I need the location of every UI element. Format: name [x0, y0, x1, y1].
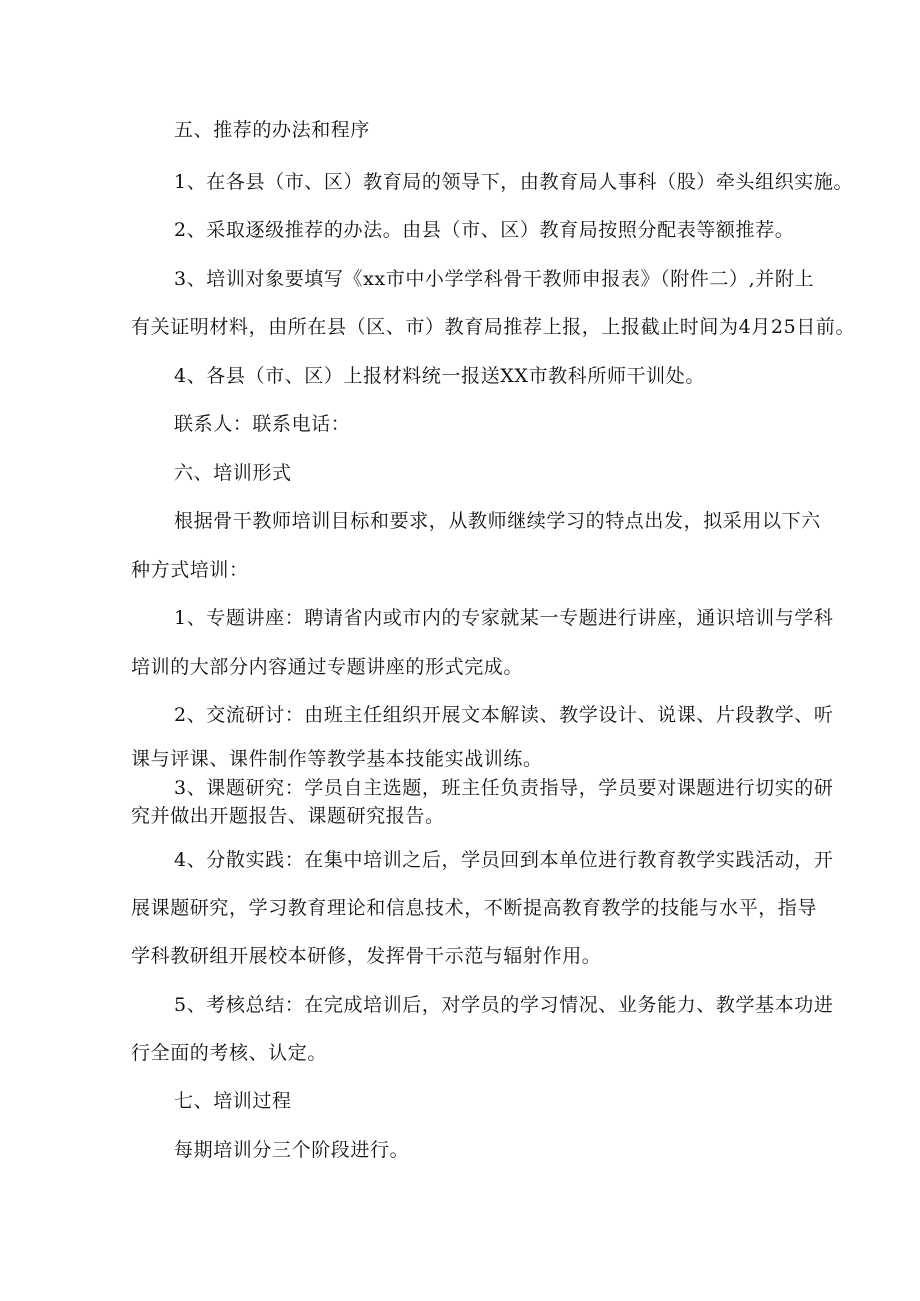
paragraph-6-intro-line2: 种方式培训：	[131, 559, 249, 581]
paragraph-6-4-line2: 展课题研究，学习教育理论和信息技术，不断提高教育教学的技能与水平，指导	[131, 897, 818, 919]
paragraph-6-4-line1: 4、分散实践：在集中培训之后，学员回到本单位进行教育教学实践活动，开	[174, 849, 834, 871]
contact-line: 联系人：联系电话：	[174, 413, 351, 435]
paragraph-7-intro: 每期培训分三个阶段进行。	[174, 1139, 410, 1161]
paragraph-5-3-line1: 3、培训对象要填写《xx市中小学学科骨干教师申报表》（附件二）,并附上	[174, 268, 815, 290]
heading-section-6: 六、培训形式	[174, 462, 292, 484]
paragraph-5-1: 1、在各县（市、区）教育局的领导下，由教育局人事科（股）牵头组织实施。	[174, 171, 854, 193]
paragraph-6-1-line2: 培训的大部分内容通过专题讲座的形式完成。	[131, 656, 524, 678]
paragraph-6-5-line2: 行全面的考核、认定。	[131, 1042, 328, 1064]
paragraph-5-3-line2: 有关证明材料，由所在县（区、市）教育局推荐上报，上报截止时间为4月25日前。	[131, 316, 856, 338]
paragraph-6-2-line2: 课与评课、课件制作等教学基本技能实战训练。	[131, 748, 543, 770]
paragraph-5-2: 2、采取逐级推荐的办法。由县（市、区）教育局按照分配表等额推荐。	[174, 219, 795, 241]
paragraph-6-5-line1: 5、考核总结：在完成培训后，对学员的学习情况、业务能力、教学基本功进	[174, 994, 834, 1016]
paragraph-6-2-line1: 2、交流研讨：由班主任组织开展文本解读、教学设计、说课、片段教学、听	[174, 704, 834, 726]
paragraph-5-4: 4、各县（市、区）上报材料统一报送XX市教科所师干训处。	[174, 365, 705, 387]
heading-section-5: 五、推荐的办法和程序	[174, 119, 371, 141]
heading-section-7: 七、培训过程	[174, 1090, 292, 1112]
paragraph-6-intro-line1: 根据骨干教师培训目标和要求，从教师继续学习的特点出发，拟采用以下六	[174, 510, 821, 532]
paragraph-6-3-line2: 究并做出开题报告、课题研究报告。	[131, 805, 445, 827]
paragraph-6-4-line3: 学科教研组开展校本研修，发挥骨干示范与辐射作用。	[131, 945, 602, 967]
paragraph-6-1-line1: 1、专题讲座：聘请省内或市内的专家就某一专题进行讲座，通识培训与学科	[174, 607, 834, 629]
paragraph-6-3-line1: 3、课题研究：学员自主选题，班主任负责指导，学员要对课题进行切实的研	[174, 777, 834, 799]
